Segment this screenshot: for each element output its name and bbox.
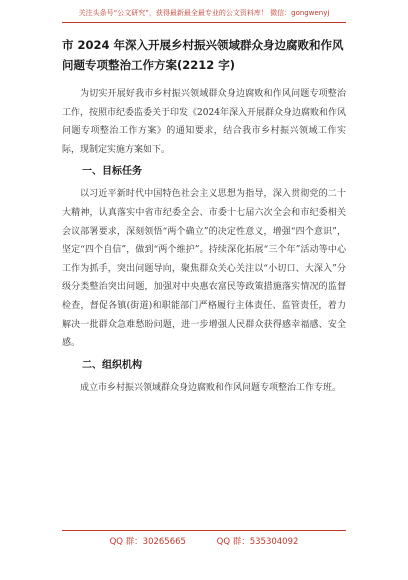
header-divider bbox=[62, 22, 346, 23]
section-organization-paragraph: 成立市乡村振兴领域群众身边腐败和作风问题专项整治工作专班。 bbox=[80, 382, 342, 393]
header-banner: 关注头条号“公文研究”，获得最新最全最专业的公文资料库！ 微信：gongwenyj bbox=[78, 9, 330, 17]
document-title: 市 2024 年深入开展乡村振兴领域群众身边腐败和作风问题专项整治工作方案(2212 字) bbox=[62, 38, 344, 72]
section-heading-goals: 一、目标任务 bbox=[82, 166, 142, 178]
intro-paragraph: 为切实开展好我市乡村振兴领域群众身边腐败和作风问题专项整治工作，按照市纪委监委关于印发《2024年深入开展群众身边腐败和作风问题专项整治工作方案》的通知要求，结合我市乡村振兴领域工作实际，现制定实施方案如下。 bbox=[62, 89, 346, 155]
footer-qq-group-1: QQ 群：30265665 bbox=[109, 537, 186, 547]
section-goals-paragraph: 以习近平新时代中国特色社会主义思想为指导，深入贯彻党的二十大精神，认真落实中省市纪委全会、市委十七届六次全会和市纪委相关会议部署要求，深刻领悟“两个确立”的决定性意义，增强“四个意识”，坚定“四个自信”，做到“两个维护”。持续深化拓展“三个年”活动等中心工作为抓手，突出问题导向，聚焦群众关心关注以“小切口、大深入”分级分类整治突出问题，加强对中央惠农富民等政策措施落实情况的监督检查，督促各镇(街道)和职能部门严格履行主体责任、监管责任，着力解决一批群众急难愁盼问题，进一步增强人民群众获得感幸福感、安全感。 bbox=[62, 189, 346, 349]
footer-divider bbox=[62, 530, 346, 531]
footer bbox=[0, 535, 408, 547]
footer-qq-group-2: QQ 群：535304092 bbox=[216, 537, 299, 547]
section-heading-organization: 二、组织机构 bbox=[82, 359, 142, 371]
